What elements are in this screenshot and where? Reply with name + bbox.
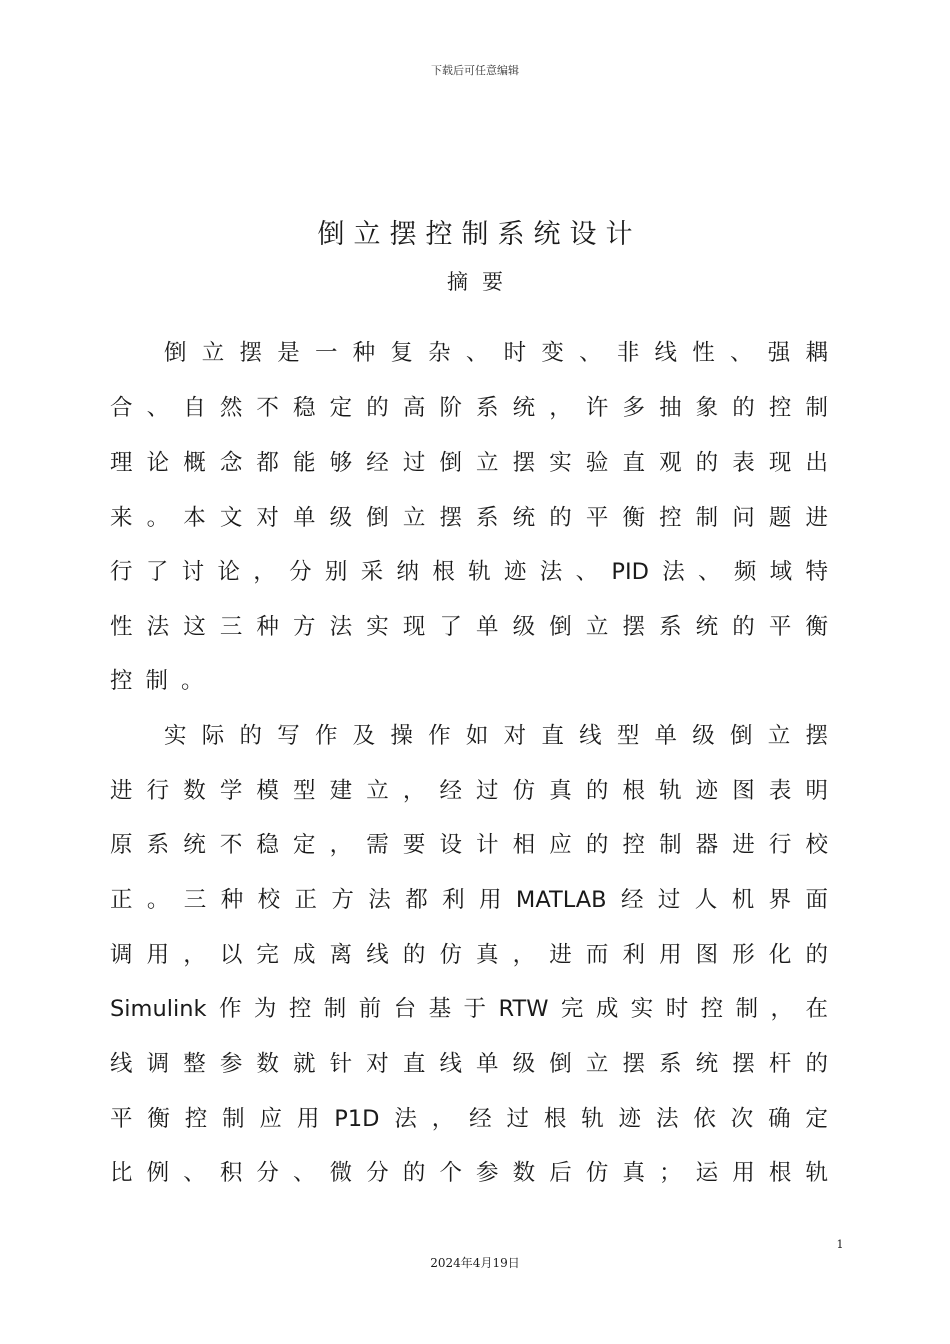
paragraph-1-line-1: 倒立摆是一种复杂、时变、非线性、强耦	[164, 340, 828, 366]
footer-date: 2024年4月19日	[430, 1256, 520, 1270]
paragraph-2-line-4: 正。三种校正方法都利用MATLAB经过人机界面	[110, 887, 828, 913]
header-note: 下载后可任意编辑	[431, 64, 519, 77]
paragraph-1-line-7: 控制。	[110, 668, 217, 694]
paragraph-2-line-8: 平衡控制应用P1D法，经过根轨迹法依次确定	[110, 1106, 828, 1132]
paragraph-2-line-5: 调用，以完成离线的仿真，进而利用图形化的	[110, 942, 828, 968]
paragraph-1-line-3: 理论概念都能够经过倒立摆实验直观的表现出	[110, 450, 828, 476]
paragraph-2-line-9: 比例、积分、微分的个参数后仿真；运用根轨	[110, 1160, 828, 1186]
paragraph-2-line-1: 实际的写作及操作如对直线型单级倒立摆	[164, 723, 828, 749]
page-number: 1	[836, 1238, 844, 1251]
paragraph-1-line-5: 行了讨论，分别采纳根轨迹法、PID法、频域特	[110, 559, 828, 585]
paragraph-2-line-3: 原系统不稳定，需要设计相应的控制器进行校	[110, 832, 828, 858]
paragraph-1-line-6: 性法这三种方法实现了单级倒立摆系统的平衡	[110, 614, 828, 640]
paragraph-1-line-2: 合、自然不稳定的高阶系统，许多抽象的控制	[110, 395, 828, 421]
paragraph-2-line-6: Simulink作为控制前台基于RTW完成实时控制，在	[110, 996, 828, 1022]
document-title: 倒立摆控制系统设计	[317, 219, 642, 250]
document-subtitle: 摘要	[447, 270, 517, 294]
paragraph-2-line-2: 进行数学模型建立，经过仿真的根轨迹图表明	[110, 778, 828, 804]
paragraph-2-line-7: 线调整参数就针对直线单级倒立摆系统摆杆的	[110, 1051, 828, 1077]
paragraph-1-line-4: 来。本文对单级倒立摆系统的平衡控制问题进	[110, 505, 828, 531]
